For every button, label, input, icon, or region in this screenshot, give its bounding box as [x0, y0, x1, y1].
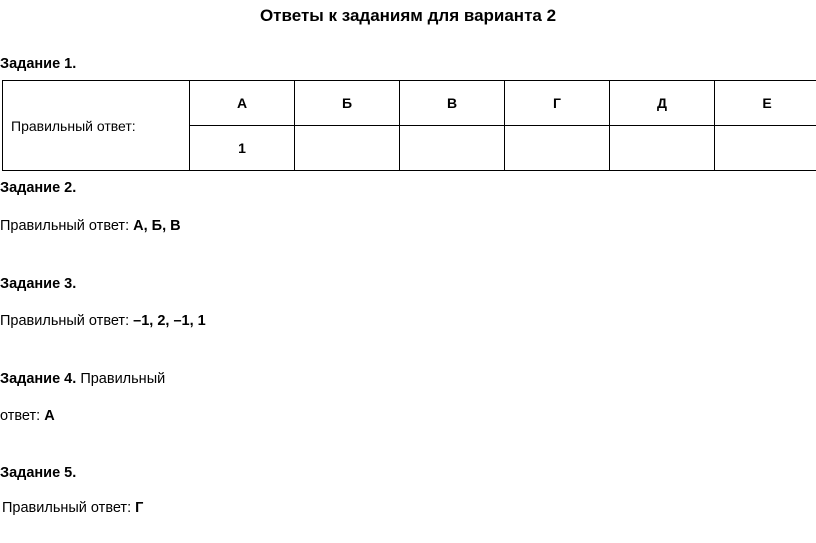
answer-label: Правильный ответ: — [0, 313, 130, 329]
page-title: Ответы к заданиям для варианта 2 — [259, 6, 557, 25]
task-3-answer-line — [0, 313, 206, 329]
answer-label-part1: Правильный — [80, 371, 166, 387]
answer-cell-g — [505, 126, 610, 171]
answer-value: А — [44, 408, 55, 424]
column-header-b: Б — [295, 81, 400, 126]
column-header-a: А — [190, 81, 295, 126]
task-4-heading: Задание 4. — [0, 371, 77, 387]
column-header-v: В — [400, 81, 505, 126]
answer-label: Правильный ответ: — [2, 500, 132, 516]
task-5-answer-line — [2, 500, 143, 516]
column-header-g: Г — [505, 81, 610, 126]
table-row — [3, 81, 816, 126]
answer-cell-v — [400, 126, 505, 171]
column-header-d: Д — [610, 81, 715, 126]
answer-cell-a: 1 — [190, 126, 295, 171]
task-4-heading-line — [0, 371, 165, 387]
answer-value: –1, 2, –1, 1 — [133, 313, 206, 329]
answer-value: А, Б, В — [133, 218, 181, 234]
task-3-heading: Задание 3. — [0, 276, 77, 292]
task-5-heading: Задание 5. — [0, 465, 77, 481]
task-4-answer-line — [0, 408, 55, 424]
answer-label: Правильный ответ: — [0, 218, 130, 234]
answer-cell-e — [715, 126, 816, 171]
answer-cell-d — [610, 126, 715, 171]
answer-cell-b — [295, 126, 400, 171]
answer-label-part2: ответ: — [0, 408, 41, 424]
task-1-heading: Задание 1. — [0, 56, 77, 72]
answer-value: Г — [135, 500, 144, 516]
task-2-answer-line — [0, 218, 181, 234]
answer-row-label: Правильный ответ: — [3, 81, 190, 171]
task-2-heading: Задание 2. — [0, 180, 77, 196]
column-header-e: Е — [715, 81, 816, 126]
task-1-answer-table — [2, 80, 816, 171]
